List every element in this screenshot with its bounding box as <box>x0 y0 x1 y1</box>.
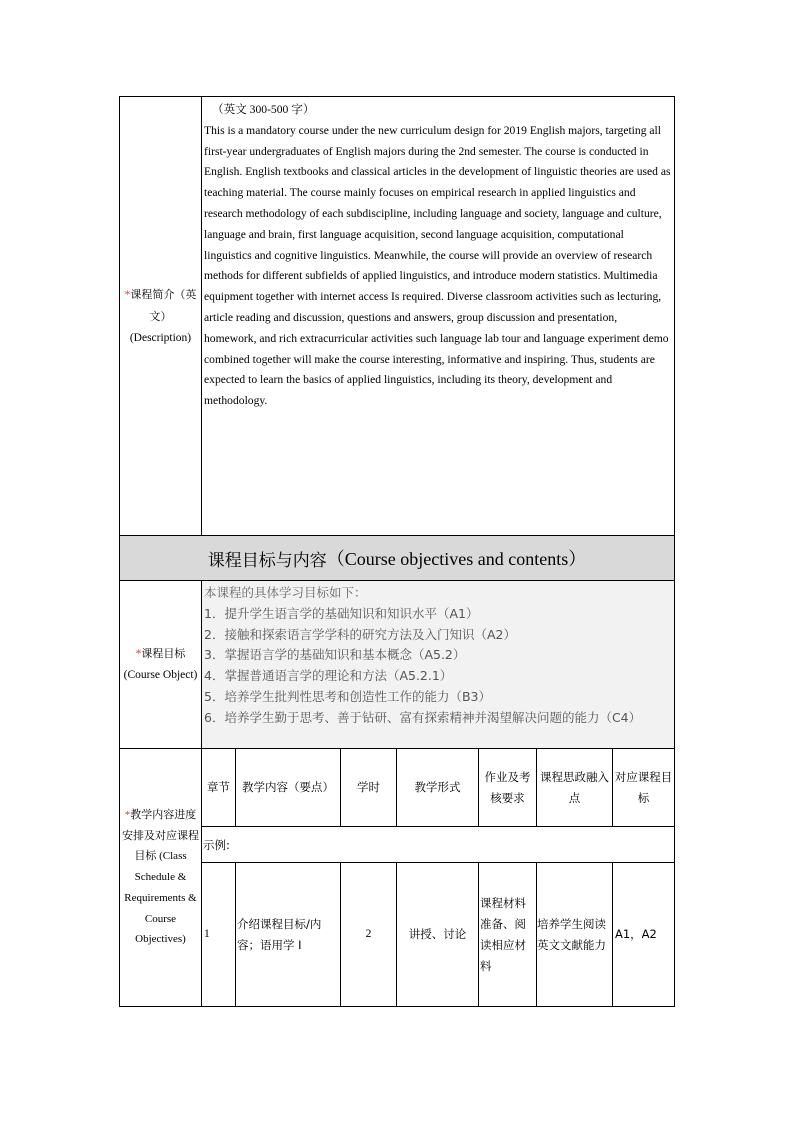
objective-item: 6．培养学生勤于思考、善于钻研、富有探索精神并渴望解决问题的能力（C4） <box>204 709 642 725</box>
objectives-label-cn: 课程目标 <box>141 647 186 660</box>
header-chapter: 章节 <box>202 749 236 826</box>
cell-form: 讲授、讨论 <box>397 863 479 1006</box>
description-body <box>202 97 674 535</box>
required-mark: * <box>135 648 142 660</box>
description-text: This is a mandatory course under the new curriculum design for 2019 English majors, targeting all first-year undergraduates of English majors during the 2nd semester. The course is conducted in English. English textbooks and classical articles in the development of linguistic theories are used as teaching material. The course mainly focuses on empirical research in applied linguistics and research methodology of each subdiscipline, including language and society, language and culture, language and brain, first language acquisition, second language acquisition, computational linguistics and cognitive linguistics. Meanwhile, the course will provide an overview of research methods for different subfields of applied linguistics, and introduce modern statistics. Multimedia equipment together with internet access Is required. Diverse classroom activities such as lecturing, article reading and discussion, questions and answers, group discussion and presentation, homework, and rich extracurricular activities such language lab tour and language experiment demo combined together will make the course interesting, informative and inspiring. Thus, students are expected to learn the basics of applied linguistics, including its theory, development and methodology. <box>204 123 671 408</box>
section-title-en: （Course objectives and contents） <box>326 549 587 569</box>
header-homework: 作业及考核要求 <box>479 749 537 826</box>
header-form: 教学形式 <box>397 749 479 826</box>
objective-item: 5．培养学生批判性思考和创造性工作的能力（B3） <box>204 688 491 704</box>
description-hint: （英文 300-500 字） <box>212 103 315 116</box>
objective-item: 4．掌握普通语言学的理论和方法（A5.2.1） <box>204 668 453 684</box>
schedule-header-row <box>202 749 674 827</box>
objectives-label <box>120 581 202 748</box>
cell-targets: A1，A2 <box>615 927 657 941</box>
cell-chapter: 1 <box>202 863 236 1006</box>
required-mark: * <box>124 288 131 301</box>
objectives-body <box>202 581 674 748</box>
objective-item: 3．掌握语言学的基础知识和基本概念（A5.2） <box>204 647 466 663</box>
schedule-label-cn: 教学内容进度安排及对应课程目标 <box>122 807 199 863</box>
table-row <box>202 863 674 1006</box>
schedule-example-label: 示例: <box>202 827 674 863</box>
header-ideology: 课程思政融入点 <box>537 749 613 826</box>
header-targets: 对应课程目标 <box>614 769 673 805</box>
objectives-label-en: (Course Object) <box>123 669 198 681</box>
description-label-cn: 课程简介（英文） <box>130 287 197 323</box>
section-header <box>119 536 675 581</box>
cell-ideology: 培养学生阅读英文文献能力 <box>537 863 613 1006</box>
schedule-label-en: (Class Schedule & Requirements & Course Objectives) <box>124 850 197 946</box>
section-title-cn: 课程目标与内容 <box>207 550 327 571</box>
description-label-en: (Description) <box>129 331 192 344</box>
cell-content: 介绍课程目标/内容；语用学 I <box>236 863 341 1006</box>
objective-item: 1．提升学生语言学的基础知识和知识水平（A1） <box>204 605 479 621</box>
required-mark: * <box>124 808 131 821</box>
objective-item: 2．接触和探索语言学学科的研究方法及入门知识（A2） <box>204 626 516 642</box>
cell-homework: 课程材料准备、阅读相应材料 <box>479 863 537 1006</box>
schedule-row <box>119 749 675 1007</box>
cell-hours: 2 <box>341 863 397 1006</box>
header-content: 教学内容（要点） <box>236 749 341 826</box>
description-row <box>119 96 675 536</box>
objectives-row <box>119 581 675 749</box>
schedule-table <box>202 749 674 1006</box>
course-form <box>119 96 675 1007</box>
objectives-intro: 本课程的具体学习目标如下： <box>204 585 367 600</box>
description-label <box>120 97 202 535</box>
header-hours: 学时 <box>341 749 397 826</box>
schedule-label <box>120 749 202 1006</box>
